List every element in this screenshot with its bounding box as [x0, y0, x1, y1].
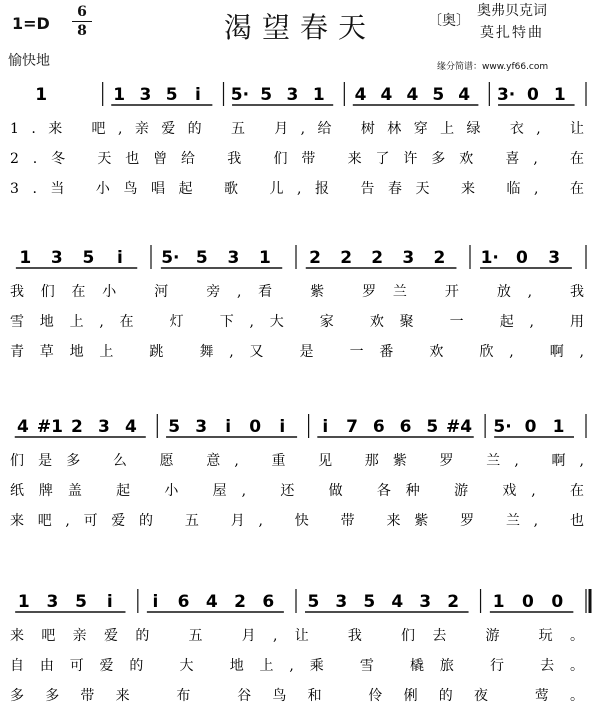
note: 5	[426, 417, 439, 437]
note: 5	[165, 85, 178, 105]
note: 1	[113, 85, 126, 105]
lyric-line: 来吧亲爱的 五 月,让 我 们去 游 玩。	[10, 628, 584, 644]
note: 5	[82, 248, 95, 268]
note: 1	[17, 592, 30, 612]
note: 2	[433, 248, 446, 268]
lyric-line: 1.来 吧,亲爱的 五 月,给 树林穿上绿 衣, 让	[10, 121, 584, 137]
note: 2	[371, 248, 384, 268]
note: 3	[97, 417, 110, 437]
note: 2	[447, 592, 460, 612]
note: i	[195, 85, 201, 105]
note: 5·	[230, 85, 250, 105]
note: 5	[432, 85, 445, 105]
lyric-line: 雪地上,在 灯 下,大 家 欢聚 一 起, 用	[10, 314, 584, 330]
note: 3	[50, 248, 63, 268]
note: 0	[516, 248, 528, 268]
note: 3	[195, 417, 208, 437]
note: 5	[195, 248, 208, 268]
note: i	[106, 592, 113, 612]
note: 4	[458, 85, 471, 105]
note: 3	[402, 248, 415, 268]
note: 5·	[493, 417, 512, 437]
note: 3·	[496, 85, 516, 105]
note: 1	[492, 592, 505, 612]
lyric-line: 3.当 小鸟唱起 歌 儿,报 告春天 来 临, 在	[10, 181, 584, 197]
note: 1·	[480, 248, 499, 268]
note: 0	[551, 592, 564, 612]
note: 2	[340, 248, 353, 268]
time-numerator: 6	[77, 4, 87, 20]
note: 4	[125, 417, 137, 437]
composer-credit: 莫扎特曲	[480, 25, 544, 41]
note: #1	[36, 417, 63, 437]
note: 3	[286, 85, 299, 105]
note: 5	[307, 592, 320, 612]
note: 0	[527, 85, 539, 105]
note: 1	[552, 417, 565, 437]
note: 4	[205, 592, 218, 612]
note: 7	[346, 417, 358, 437]
note: 2	[234, 592, 247, 612]
note: 3	[139, 85, 152, 105]
note: 3	[335, 592, 348, 612]
note: 6	[399, 417, 412, 437]
time-denominator: 8	[77, 23, 87, 39]
note: 3	[548, 248, 561, 268]
lyric-line: 来吧,可爱的 五 月, 快 带 来紫 罗 兰, 也	[10, 513, 584, 529]
note: 0	[524, 417, 537, 437]
lyric-line: 2.冬 天也曾给 我 们带 来了许多欢 喜, 在	[10, 151, 584, 167]
note: 5	[75, 592, 87, 612]
note: i	[152, 592, 159, 612]
note: 1	[553, 85, 566, 105]
note: #4	[446, 417, 473, 437]
lyricist-credit: 奥弗贝克词	[477, 3, 547, 19]
note: 4	[406, 85, 419, 105]
note: 1	[35, 85, 48, 105]
note: 4	[391, 592, 404, 612]
key-signature: 1=D	[12, 14, 50, 33]
note: i	[322, 417, 329, 437]
lyric-line: 多多带来 布 谷鸟和 伶俐的夜 莺。	[10, 688, 584, 704]
note: 3	[46, 592, 59, 612]
note: 5	[260, 85, 273, 105]
note: i	[279, 417, 286, 437]
note: 4	[16, 417, 29, 437]
note: 5	[363, 592, 376, 612]
note: 0	[249, 417, 262, 437]
note: 4	[354, 85, 367, 105]
note: 1	[312, 85, 325, 105]
lyric-line: 青草地上 跳 舞,又 是 一番 欢 欣, 啊,	[10, 344, 584, 360]
lyric-line: 自由可爱的 大 地上,乘 雪 橇旅 行 去。	[10, 658, 584, 674]
lyric-line: 纸牌盖 起 小 屋, 还 做 各种 游 戏, 在	[10, 483, 585, 499]
note: 1	[258, 248, 271, 268]
note: 5·	[161, 248, 180, 268]
note: 2	[70, 417, 83, 437]
note: 6	[177, 592, 190, 612]
note: i	[116, 248, 123, 268]
note: 3	[419, 592, 432, 612]
tempo-marking: 愉快地	[8, 53, 50, 69]
note: 1	[19, 248, 32, 268]
note: 0	[522, 592, 534, 612]
song-title: 渴望春天	[223, 11, 376, 44]
lyric-line: 们是多 么 愿 意, 重 见 那紫 罗 兰, 啊,	[10, 453, 584, 469]
note: 5	[168, 417, 181, 437]
note: 4	[380, 85, 393, 105]
note: 3	[227, 248, 240, 268]
note: 6	[262, 592, 275, 612]
note: 6	[372, 417, 385, 437]
lyric-line: 我们在小 河 旁,看 紫 罗兰 开 放, 我	[10, 284, 584, 300]
note: 2	[309, 248, 322, 268]
country-tag: 〔奥〕	[428, 13, 470, 29]
website-credit: 缘分简谱：www.yf66.com	[437, 62, 549, 72]
note: i	[225, 417, 232, 437]
